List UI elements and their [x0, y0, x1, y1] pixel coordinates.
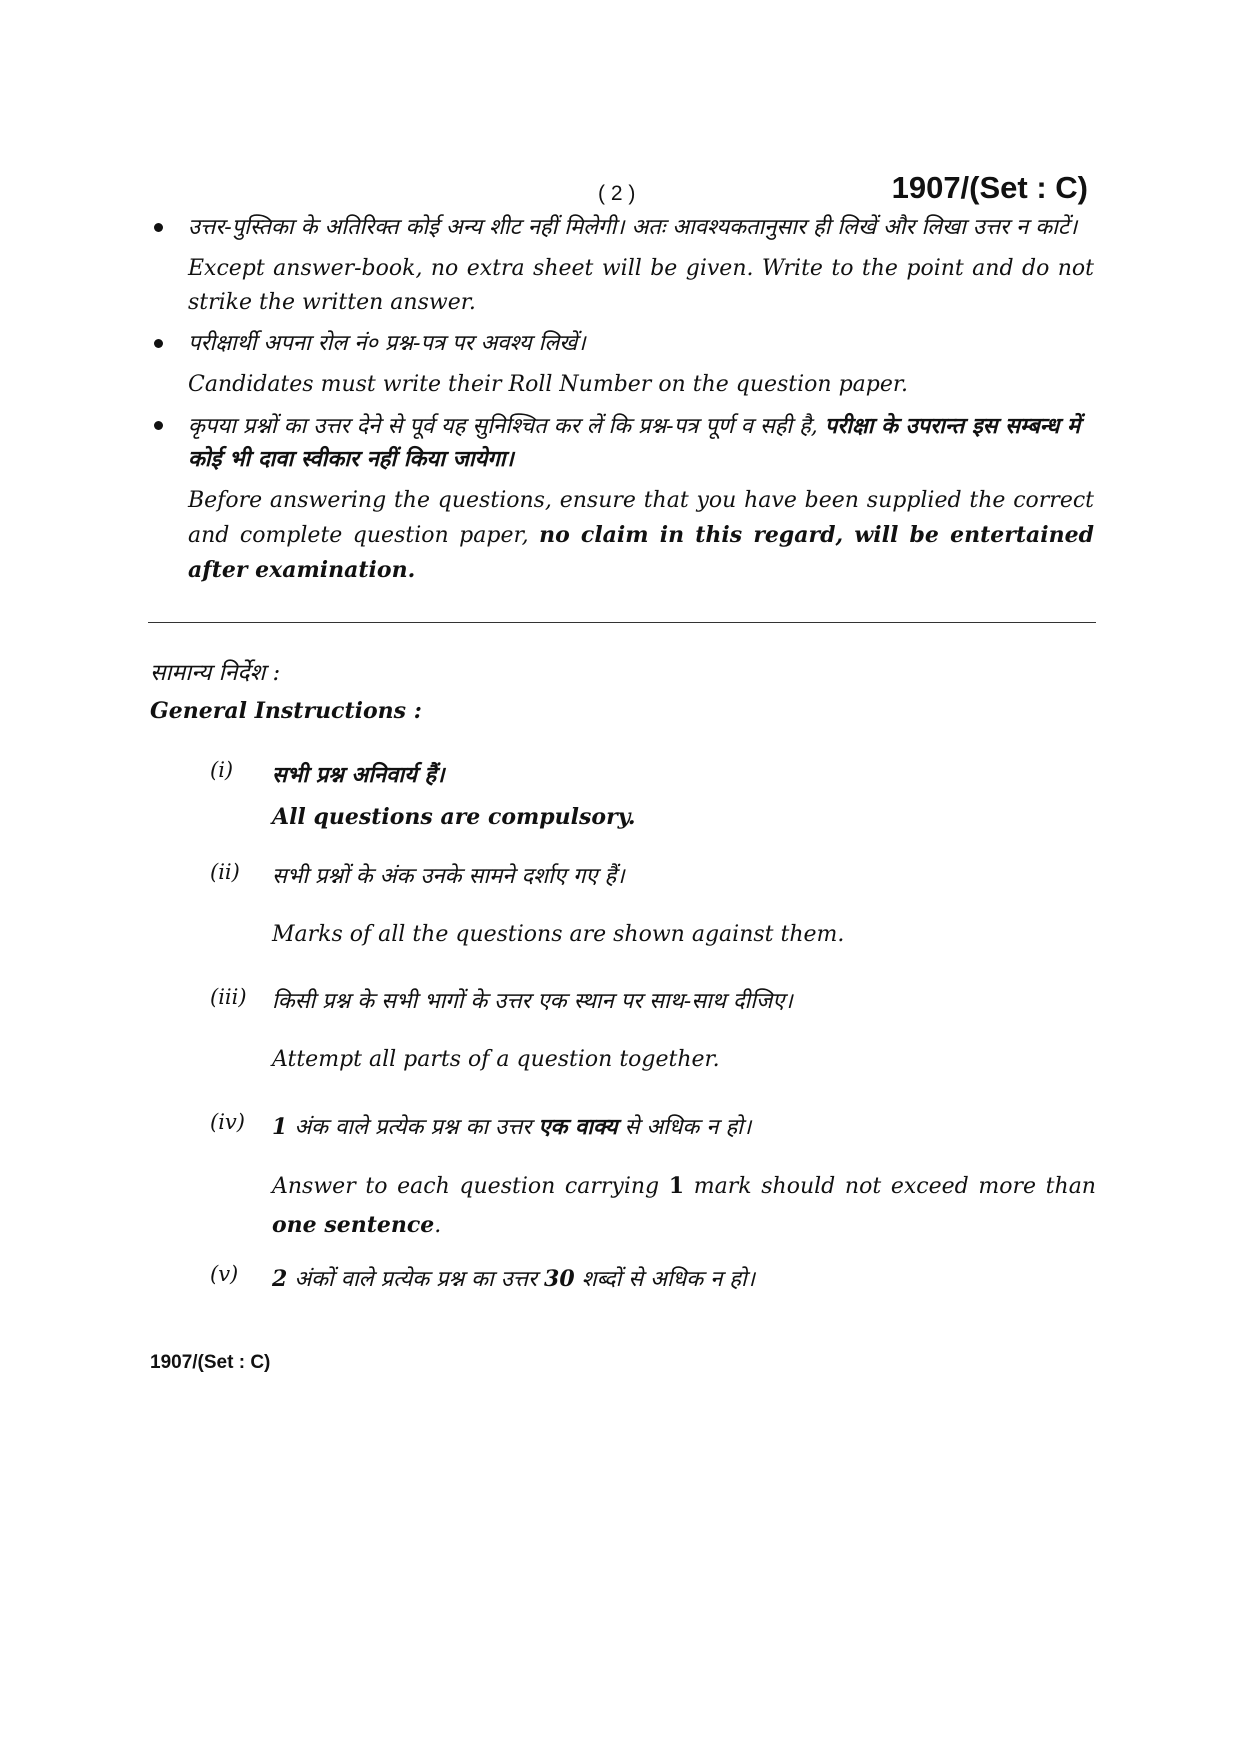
set-code-header: 1907/(Set : C) [891, 170, 1088, 205]
item-hindi-bold: एक वाक्य [538, 1114, 618, 1140]
item-marks: 1 [668, 1173, 685, 1199]
set-code-footer: 1907/(Set : C) [150, 1352, 271, 1373]
item-english-text: Answer to each question carrying [272, 1174, 660, 1199]
item-hindi: किसी प्रश्न के सभी भागों के उत्तर एक स्थान पर साथ-साथ दीजिए। [272, 989, 793, 1014]
bullet-roll-number [150, 328, 1094, 402]
item-hindi-text: अंक वाले प्रत्येक प्रश्न का उत्तर [294, 1115, 532, 1140]
item-hindi: सभी प्रश्न अनिवार्य हैं। [272, 762, 445, 788]
item-english-text-mid: mark should not exceed more than [693, 1174, 1096, 1199]
bullet-claim [150, 410, 1094, 588]
item-number: (ii) [210, 860, 240, 884]
bullet-dot-icon [154, 223, 163, 232]
general-instructions-heading-hindi: सामान्य निर्देश : [150, 660, 281, 686]
item-english-bold: one sentence [272, 1212, 435, 1238]
instruction-item-iv [210, 1110, 1096, 1245]
bullet-hindi [188, 410, 1094, 476]
item-hindi-text-end: से अधिक न हो। [624, 1115, 752, 1140]
instruction-item-i [210, 758, 1096, 836]
item-marks: 1 [272, 1114, 288, 1140]
item-number: (iv) [210, 1110, 245, 1134]
general-instructions-heading: General Instructions : [150, 698, 422, 724]
bullet-dot-icon [154, 339, 163, 348]
item-english: Attempt all parts of a question together. [272, 1047, 720, 1072]
item-english [272, 1167, 1096, 1245]
item-hindi [272, 1110, 1096, 1145]
page-number: ( 2 ) [598, 182, 636, 205]
item-number: (v) [210, 1262, 239, 1286]
bullet-hindi-text: कृपया प्रश्नों का उत्तर देने से पूर्व यह सुनिश्चित कर लें कि प्रश्न-पत्र पूर्ण व सही है, [188, 414, 818, 439]
instruction-bullets [150, 212, 1094, 596]
item-hindi [272, 1262, 1096, 1297]
bullet-english: Except answer-book, no extra sheet will be given. Write to the point and do not strike the written answer. [188, 256, 1094, 315]
bullet-english-text: Before answering the questions, ensure that you have been supplied the correct and complete question paper, [188, 488, 1094, 548]
bullet-hindi: परीक्षार्थी अपना रोल नं० प्रश्न-पत्र पर अवश्य लिखें। [188, 331, 586, 356]
item-hindi-text: अंकों वाले प्रत्येक प्रश्न का उत्तर [294, 1267, 538, 1292]
item-english: All questions are compulsory. [272, 804, 636, 830]
item-hindi: सभी प्रश्नों के अंक उनके सामने दर्शाए गए हैं। [272, 864, 625, 889]
item-number: (iii) [210, 985, 247, 1009]
instruction-item-ii [210, 860, 1096, 954]
instruction-item-iii [210, 985, 1096, 1079]
bullet-hindi: उत्तर-पुस्तिका के अतिरिक्त कोई अन्य शीट नहीं मिलेगी। अतः आवश्यकतानुसार ही लिखें और लिखा उत्तर न काटें। [188, 215, 1078, 240]
bullet-dot-icon [154, 421, 163, 430]
divider-line [148, 622, 1096, 623]
item-english-period: . [434, 1213, 442, 1238]
item-word-count: 30 [544, 1266, 575, 1292]
item-marks: 2 [272, 1266, 288, 1292]
item-number: (i) [210, 758, 234, 782]
instruction-item-v [210, 1262, 1096, 1297]
item-hindi-text-end: शब्दों से अधिक न हो। [581, 1267, 756, 1292]
bullet-english-bold: no claim in this regard, will be entertained after examination. [188, 522, 1094, 583]
bullet-english: Candidates must write their Roll Number on the question paper. [188, 372, 908, 397]
bullet-english [188, 484, 1094, 588]
bullet-answer-book [150, 212, 1094, 320]
item-english: Marks of all the questions are shown against them. [272, 922, 845, 947]
bullet-hindi-bold: परीक्षा के उपरान्त इस सम्बन्ध में कोई भी दावा स्वीकार नहीं किया जायेगा। [188, 413, 1081, 472]
